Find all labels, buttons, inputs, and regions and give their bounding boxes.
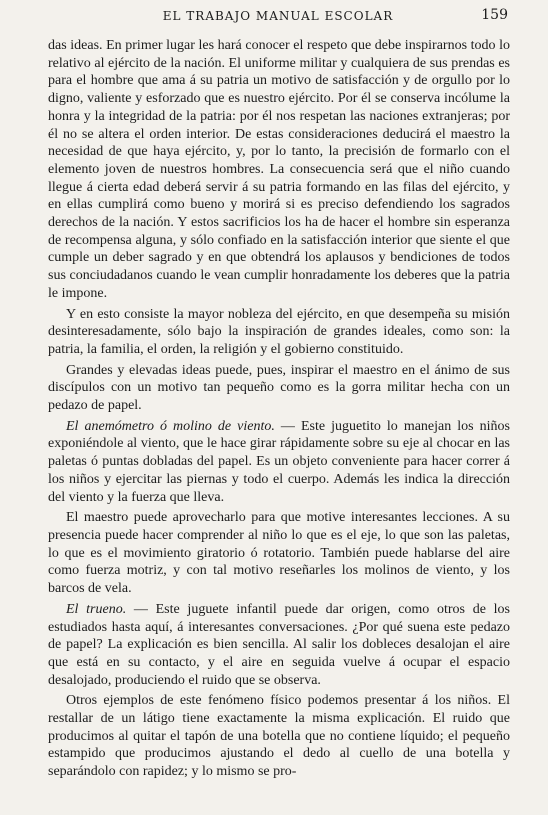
- paragraph-text: El maestro puede aprovecharlo para que motive interesantes lecciones. A su presencia puede hacer comprender al niño lo que es el eje, lo que son las paletas, lo que es el movimiento giratorio ó rotatorio. También puede hablarse del aire como fuerza motriz, y con tal motivo reseñarles los molinos de viento, y los barcos de vela.: [48, 510, 510, 597]
- paragraph-text: das ideas. En primer lugar les hará conocer el respeto que debe inspirarnos todo lo relativo al ejército de la nación. El uniforme militar y cualquiera de sus prendas es para el hombre que ama á su patria un motivo de satisfacción y de orgullo por lo digno, valiente y esforzado que es nuestro ejército. Por él se conserva incólume la honra y la integridad de la patria: por él nos respetan las naciones extranjeras; por él no se altera el orden interior. De estas consideraciones deducirá el maestro la necesidad de que haya ejército, y, por lo tanto, la precisión de formarlo con el elemento joven de nuestros hombres. La consecuencia será que el niño cuando llegue á cierta edad deberá servir á su patria formando en las filas del ejército, y en ellas cumplirá como bueno y morirá si es preciso defendiendo los sagrados derechos de la nación. Y estos sacrificios los ha de hacer el hombre sin esperanza de recompensa alguna, y sólo confiado en la satisfacción interior que siente el que cumple un deber sagrado y en que obtendrá los aplausos y bendiciones de todos sus conciudadanos cuando le vean cumplir honradamente los deberes que la patria le impone.: [48, 38, 510, 301]
- paragraph-text: Y en esto consiste la mayor nobleza del ejército, en que desempeña su misión desinteresadamente, sólo bajo la inspiración de grandes ideales, como son: la patria, la familia, el orden, la religión y el gobierno constituido.: [48, 306, 510, 357]
- paragraph-text: Grandes y elevadas ideas puede, pues, inspirar el maestro en el ánimo de sus discípulos con un motivo tan pequeño como es la gorra militar hecha con un pedazo de papel.: [48, 362, 510, 414]
- section-lead: El anemómetro ó molino de viento.: [66, 418, 275, 434]
- paragraph-text: Otros ejemplos de este fenómeno físico podemos presentar á los niños. El restallar de un látigo tiene exactamente la misma explicación. El ruido que producimos al quitar el tapón de una botella que no contiene líquido; el pequeño estampido que producimos ajustando el dedo al cuello de una botella y separándolo con rapidez; y lo mismo se pro-: [48, 693, 510, 780]
- page-number: 159: [481, 7, 508, 23]
- paragraph: [48, 692, 510, 781]
- paragraph: [48, 418, 510, 507]
- running-title: EL TRABAJO MANUAL ESCOLAR: [162, 9, 394, 23]
- body-text: [48, 37, 510, 812]
- paragraph-text: — Este juguetito lo manejan los niños exponiéndole al viento, que le hace girar rápidamente sobre su eje al chocar en las paletas ó puntas dobladas del papel. Es un objeto conveniente para hacer correr á los niños y ejercitar las piernas y todo el cuerpo. Además les indica la dirección del viento y la fuerza que lleva.: [48, 418, 510, 505]
- paragraph: [48, 37, 510, 303]
- paragraph: [48, 306, 510, 359]
- paragraph: [48, 362, 510, 415]
- page-header: [48, 6, 508, 26]
- paragraph-text: — Este juguete infantil puede dar origen, como otros de los estudiados hasta aquí, á interesantes conversaciones. ¿Por qué suena este pedazo de papel? La explicación es bien sencilla. Al salir los dobleces desalojan el aire que está en su contacto, y el aire en seguida vuelve á ocupar el espacio desalojado, produciendo el ruido que se observa.: [48, 601, 510, 688]
- paragraph: [48, 601, 510, 690]
- paragraph: [48, 509, 510, 598]
- section-lead: El trueno.: [66, 601, 127, 617]
